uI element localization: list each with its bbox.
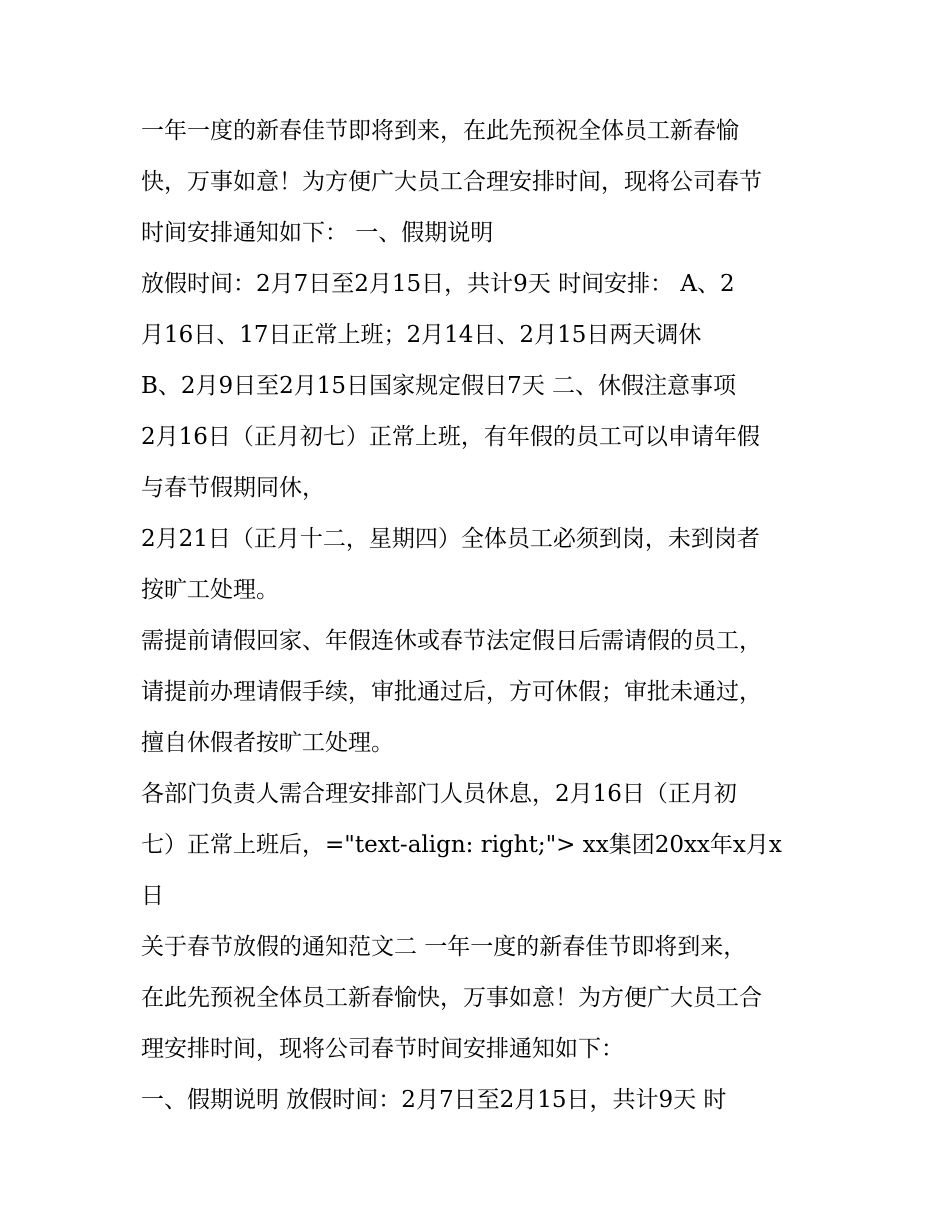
- text-line: 关于春节放假的通知范文二 一年一度的新春佳节即将到来，: [141, 934, 747, 960]
- text-line: 放假时间：2月7日至2月15日，共计9天 时间安排： A、2: [141, 271, 735, 297]
- text-line: 七）正常上班后，="text-align: right;"> xx集团20xx年x月x: [141, 832, 782, 858]
- text-line: 一年一度的新春佳节即将到来，在此先预祝全体员工新春愉: [141, 118, 739, 144]
- text-line: 一、假期说明 放假时间：2月7日至2月15日，共计9天 时: [141, 1087, 727, 1113]
- text-line: 快，万事如意！为方便广大员工合理安排时间，现将公司春节: [141, 169, 762, 195]
- text-line: 2月21日（正月十二，星期四）全体员工必须到岗，未到岗者: [141, 526, 760, 552]
- text-line: 时间安排通知如下： 一、假期说明: [141, 220, 494, 246]
- text-line: 日: [141, 883, 164, 909]
- text-line: 月16日、17日正常上班；2月14日、2月15日两天调休: [141, 322, 702, 348]
- text-line: 需提前请假回家、年假连休或春节法定假日后需请假的员工，: [141, 628, 762, 654]
- text-line: 擅自休假者按旷工处理。: [141, 730, 394, 756]
- text-line: 在此先预祝全体员工新春愉快，万事如意！为方便广大员工合: [141, 985, 762, 1011]
- text-line: 请提前办理请假手续，审批通过后，方可休假；审批未通过，: [141, 679, 762, 705]
- document-body: [141, 106, 831, 1126]
- text-line: 各部门负责人需合理安排部门人员休息，2月16日（正月初: [141, 781, 737, 807]
- text-line: 按旷工处理。: [141, 577, 279, 603]
- text-line: 理安排时间，现将公司春节时间安排通知如下：: [141, 1036, 624, 1062]
- text-line: 与春节假期同休，: [141, 475, 325, 501]
- text-line: 2月16日（正月初七）正常上班，有年假的员工可以申请年假: [141, 424, 760, 450]
- text-line: B、2月9日至2月15日国家规定假日7天 二、休假注意事项: [141, 373, 737, 399]
